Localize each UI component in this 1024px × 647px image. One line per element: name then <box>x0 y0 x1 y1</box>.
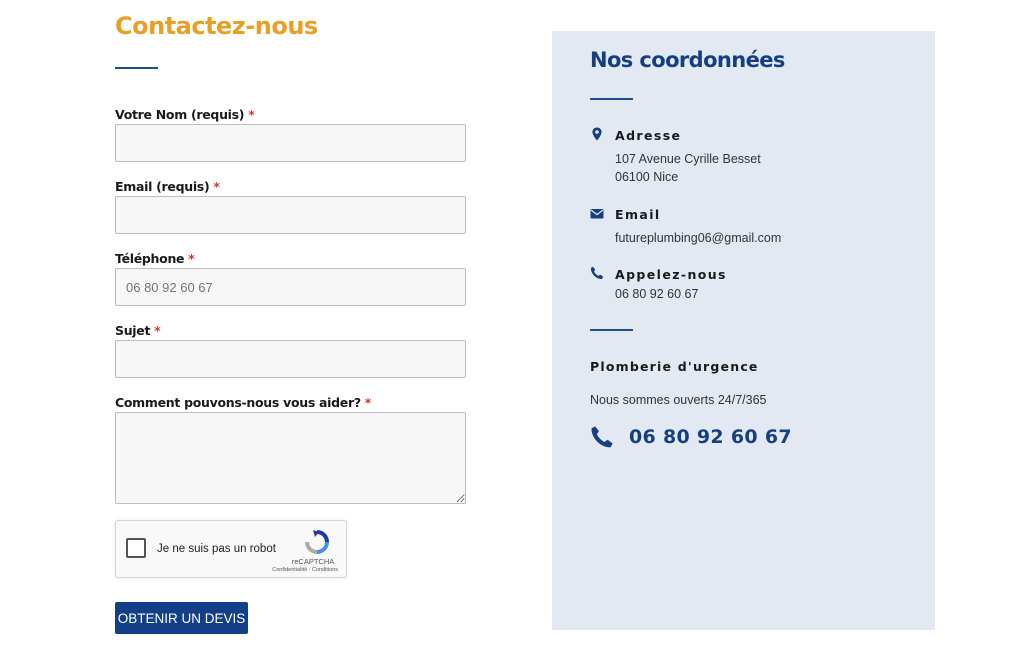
phone-icon <box>590 266 604 280</box>
emergency-title: Plomberie d'urgence <box>590 359 759 374</box>
required-mark: * <box>154 323 161 338</box>
emergency-phone-number[interactable]: 06 80 92 60 67 <box>629 426 792 448</box>
name-label: Votre Nom (requis) * <box>115 107 255 122</box>
email-input[interactable] <box>115 196 466 234</box>
emergency-phone-icon <box>590 425 614 449</box>
opening-hours-text: Nous sommes ouverts 24/7/365 <box>590 393 767 407</box>
required-mark: * <box>213 179 220 194</box>
message-textarea[interactable] <box>115 412 466 504</box>
email-info-label: Email <box>615 207 661 222</box>
map-pin-icon <box>590 127 604 141</box>
subject-label: Sujet * <box>115 323 161 338</box>
phone-label: Téléphone * <box>115 251 195 266</box>
phone-link[interactable]: 06 80 92 60 67 <box>615 287 699 301</box>
call-us-label: Appelez-nous <box>615 267 727 282</box>
page-title: Contactez-nous <box>115 12 318 40</box>
recaptcha-logo-icon <box>304 529 330 555</box>
address-label: Adresse <box>615 128 682 143</box>
recaptcha-terms-link[interactable]: Confidentialité - Conditions <box>272 567 338 573</box>
contact-info-panel <box>552 31 935 630</box>
panel-title-divider <box>590 98 633 100</box>
required-mark: * <box>364 395 372 410</box>
recaptcha-checkbox[interactable] <box>126 538 146 558</box>
address-line2: 06100 Nice <box>615 170 679 184</box>
phone-input[interactable] <box>115 268 466 306</box>
title-divider <box>115 67 158 69</box>
panel-title: Nos coordonnées <box>590 48 785 72</box>
message-label: Comment pouvons-nous vous aider? * <box>115 395 372 410</box>
email-label: Email (requis) * <box>115 179 220 194</box>
email-link[interactable]: futureplumbing06@gmail.com <box>615 231 782 245</box>
name-input[interactable] <box>115 124 466 162</box>
get-quote-button[interactable]: OBTENIR UN DEVIS <box>115 602 248 634</box>
address-line1: 107 Avenue Cyrille Besset <box>615 152 761 166</box>
subject-input[interactable] <box>115 340 466 378</box>
section-divider <box>590 329 633 331</box>
recaptcha-label: Je ne suis pas un robot <box>157 543 276 555</box>
required-mark: * <box>188 251 195 266</box>
envelope-icon <box>590 207 604 221</box>
recaptcha-widget <box>115 520 347 578</box>
recaptcha-brand: reCAPTCHA <box>291 557 335 566</box>
required-mark: * <box>248 107 255 122</box>
